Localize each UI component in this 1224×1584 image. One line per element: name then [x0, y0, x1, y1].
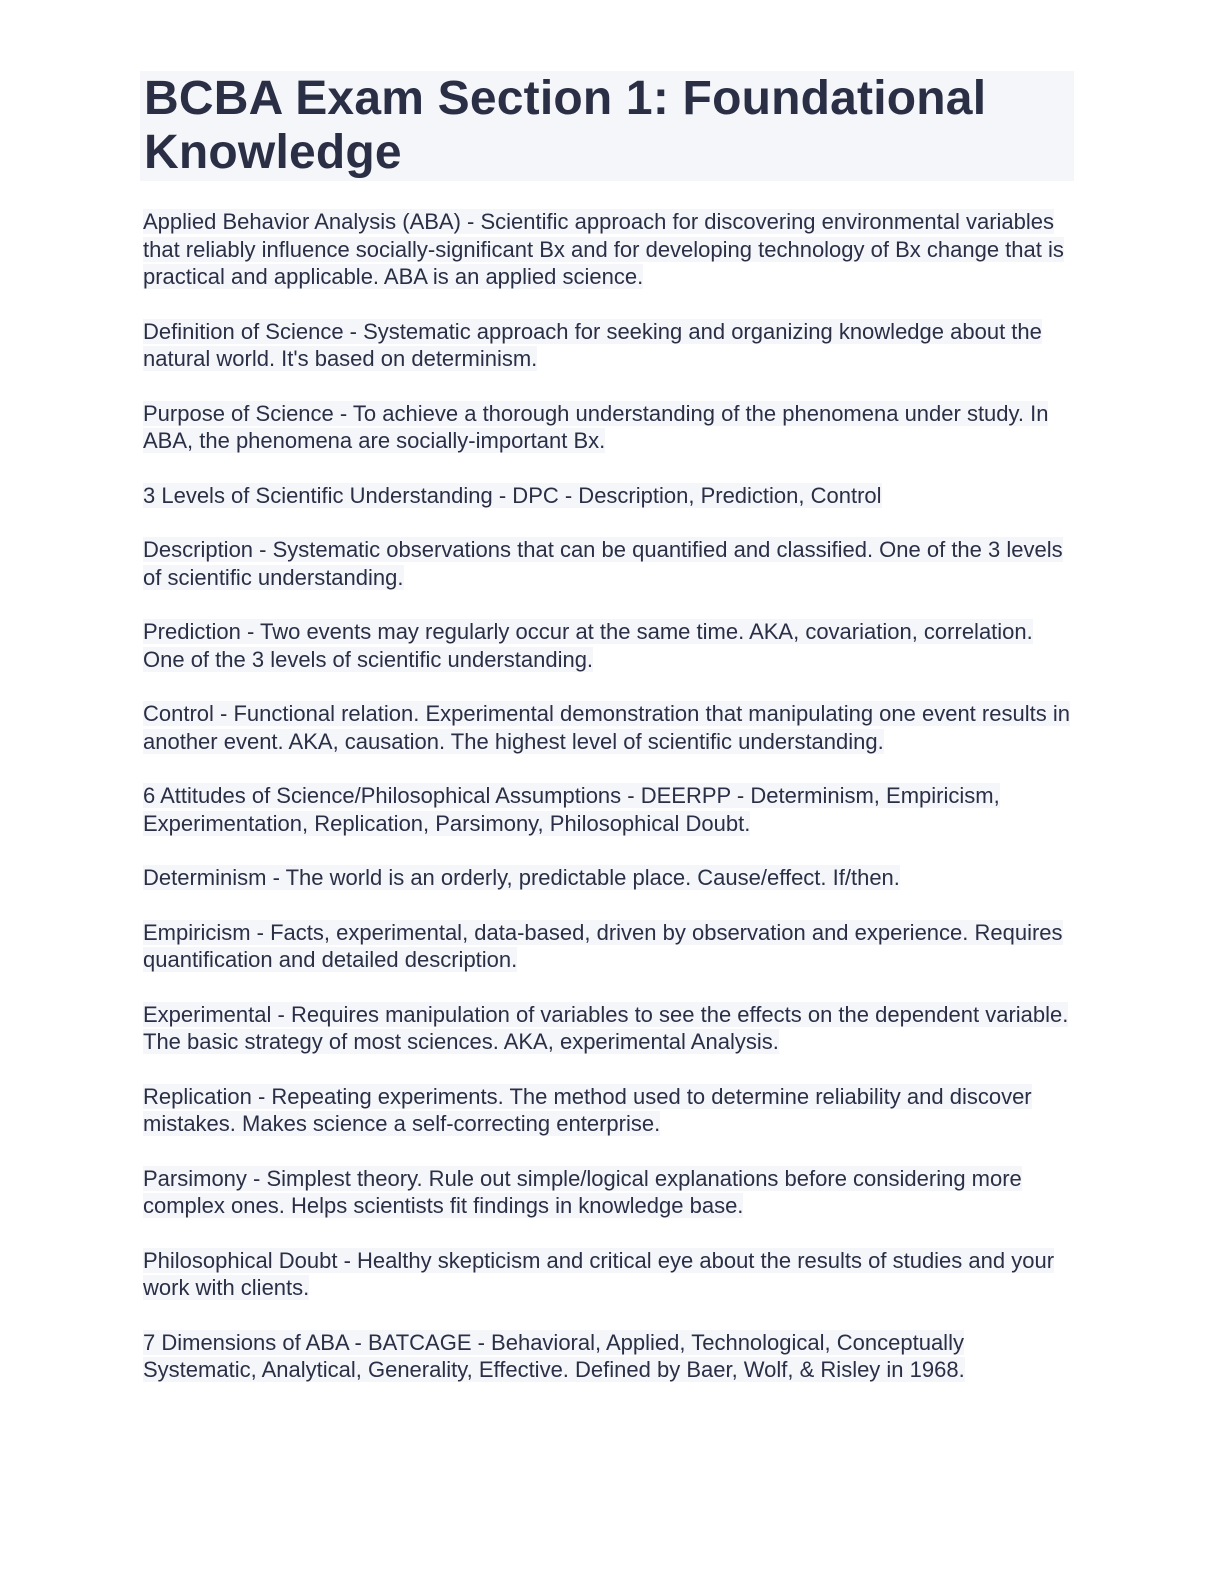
entry-list [140, 208, 1074, 1384]
entry-attitudes-of-science [143, 782, 1074, 837]
entry-philosophical-doubt [143, 1247, 1074, 1302]
entry-text: Control - Functional relation. Experimental demonstration that manipulating one event results in another event. AKA, causation. The highest level of scientific understanding. [143, 701, 1070, 754]
page-title: BCBA Exam Section 1: Foundational Knowledge [140, 71, 1074, 181]
entry-text: Parsimony - Simplest theory. Rule out simple/logical explanations before considering more complex ones. Helps scientists fit findings in knowledge base. [143, 1165, 1022, 1218]
entry-text: Empiricism - Facts, experimental, data-based, driven by observation and experience. Requires quantification and detailed description. [143, 919, 1063, 972]
entry-purpose-of-science [143, 400, 1074, 455]
entry-empiricism [143, 919, 1074, 974]
entry-text: 3 Levels of Scientific Understanding - DPC - Description, Prediction, Control [143, 482, 882, 508]
entry-text: Prediction - Two events may regularly occur at the same time. AKA, covariation, correlation. One of the 3 levels of scientific understanding. [143, 619, 1033, 672]
entry-text: Philosophical Doubt - Healthy skepticism and critical eye about the results of studies and your work with clients. [143, 1247, 1055, 1300]
entry-aba [143, 208, 1074, 291]
entry-levels-of-understanding [143, 482, 1074, 510]
entry-determinism [143, 864, 1074, 892]
entry-text: Description - Systematic observations that can be quantified and classified. One of the 3 levels of scientific understanding. [143, 537, 1063, 590]
entry-dimensions-of-aba [143, 1329, 1074, 1384]
entry-text: 7 Dimensions of ABA - BATCAGE - Behavioral, Applied, Technological, Conceptually Systematic, Analytical, Generality, Effective. Defined by Baer, Wolf, & Risley in 1968. [143, 1329, 965, 1382]
document-page [140, 71, 1074, 1411]
entry-text: Replication - Repeating experiments. The method used to determine reliability and discover mistakes. Makes science a self-correcting enterprise. [143, 1083, 1032, 1136]
entry-control [143, 700, 1074, 755]
entry-text: Purpose of Science - To achieve a thorough understanding of the phenomena under study. In ABA, the phenomena are socially-important Bx. [143, 400, 1049, 453]
entry-replication [143, 1083, 1074, 1138]
entry-prediction [143, 618, 1074, 673]
entry-experimental [143, 1001, 1074, 1056]
entry-text: Experimental - Requires manipulation of variables to see the effects on the dependent variable. The basic strategy of most sciences. AKA, experimental Analysis. [143, 1001, 1069, 1054]
entry-text: Definition of Science - Systematic approach for seeking and organizing knowledge about the natural world. It's based on determinism. [143, 318, 1042, 371]
entry-description [143, 536, 1074, 591]
entry-parsimony [143, 1165, 1074, 1220]
entry-text: Applied Behavior Analysis (ABA) - Scientific approach for discovering environmental variables that reliably influence socially-significant Bx and for developing technology of Bx change that is practical and applicable. ABA is an applied science. [143, 209, 1064, 289]
entry-definition-of-science [143, 318, 1074, 373]
entry-text: Determinism - The world is an orderly, predictable place. Cause/effect. If/then. [143, 865, 900, 890]
entry-text: 6 Attitudes of Science/Philosophical Assumptions - DEERPP - Determinism, Empiricism, Experimentation, Replication, Parsimony, Philosophical Doubt. [143, 783, 1000, 836]
